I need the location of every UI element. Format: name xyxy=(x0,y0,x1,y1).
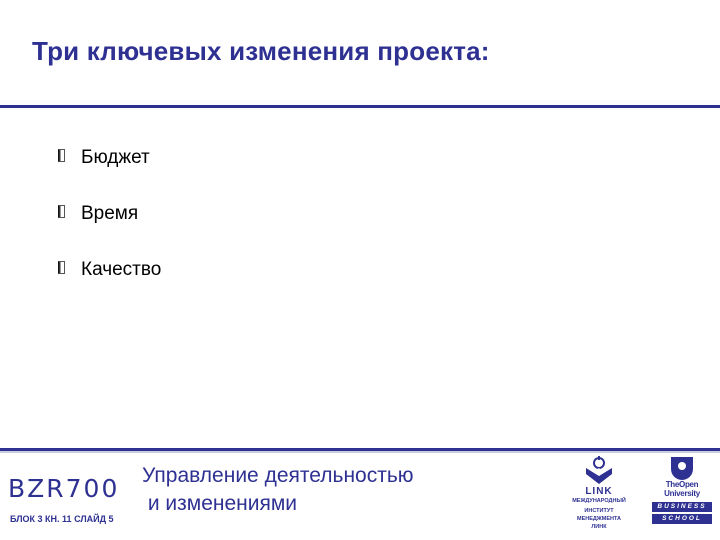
ou-school-bar: SCHOOL xyxy=(652,514,712,524)
bullet-text: Качество xyxy=(81,259,162,280)
ou-shield-icon xyxy=(670,456,694,480)
ou-name xyxy=(650,480,714,498)
bullet-item xyxy=(58,146,161,170)
bullet-marker-icon xyxy=(58,149,65,162)
slide-title: Три ключевых изменения проекта: xyxy=(32,36,490,66)
footer-divider xyxy=(0,448,720,451)
ou-name-line2: University xyxy=(664,489,700,498)
bullet-text: Бюджет xyxy=(81,147,150,168)
course-title xyxy=(142,462,414,518)
open-university-logo xyxy=(650,456,714,528)
course-title-line2: и изменениями xyxy=(142,492,298,515)
course-code: BZR700 xyxy=(8,474,120,503)
link-emblem-icon xyxy=(582,456,616,486)
bullet-marker-icon xyxy=(58,261,65,274)
block-reference: БЛОК 3 КН. 11 СЛАЙД 5 xyxy=(10,514,114,524)
course-title-line1: Управление деятельностью xyxy=(142,464,414,487)
ou-name-line1: TheOpen xyxy=(665,480,699,489)
bullet-list xyxy=(58,146,161,314)
link-logo-line4: ЛИНК xyxy=(591,524,607,530)
ou-business-bar: BUSINESS xyxy=(652,502,712,512)
link-logo-name: LINK xyxy=(585,486,613,497)
bullet-text: Время xyxy=(81,203,139,224)
bullet-item xyxy=(58,258,161,282)
title-divider xyxy=(0,105,720,108)
bullet-item xyxy=(58,202,161,226)
link-logo-line1: МЕЖДУНАРОДНЫЙ xyxy=(572,498,626,504)
bullet-marker-icon xyxy=(58,205,65,218)
link-institute-logo xyxy=(560,456,638,536)
link-logo-line2: ИНСТИТУТ xyxy=(584,508,614,514)
link-logo-line3: МЕНЕДЖМЕНТА xyxy=(577,516,621,522)
